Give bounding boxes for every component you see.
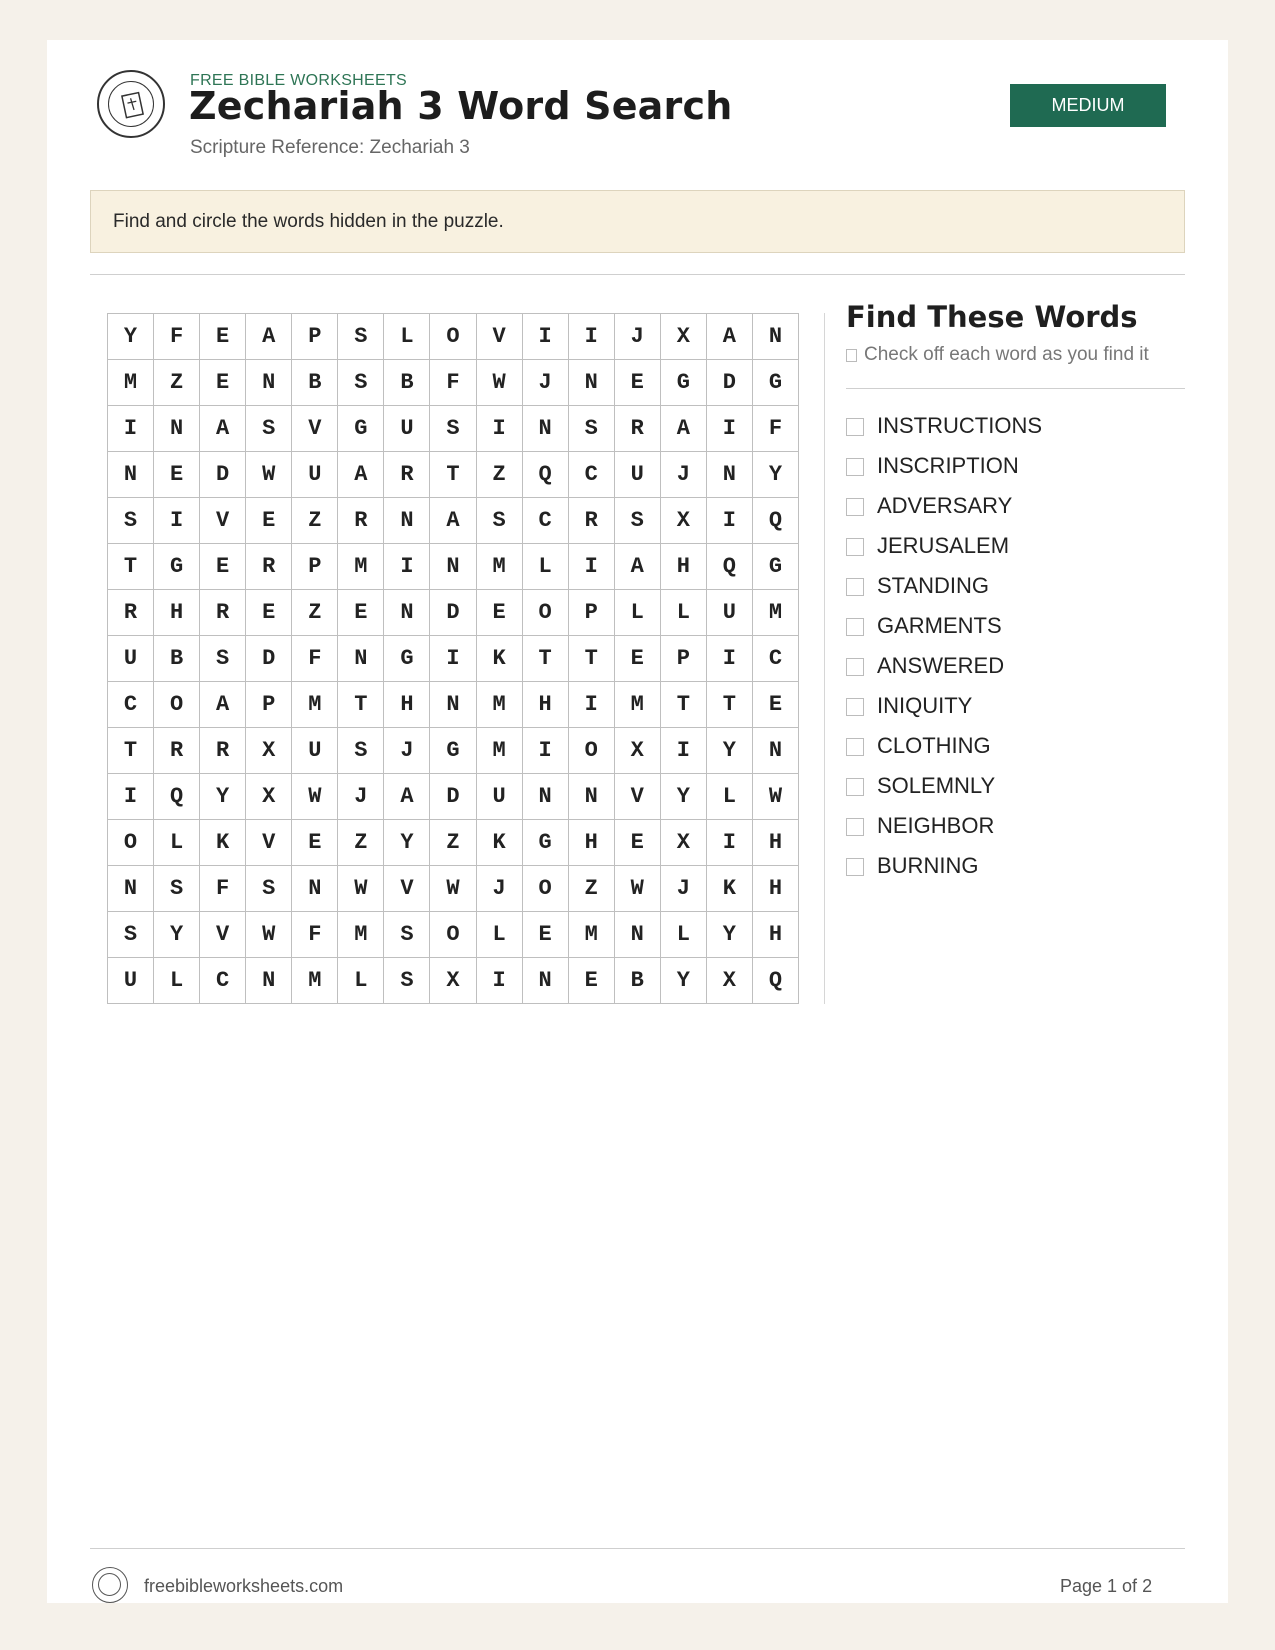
brand-label: FREE BIBLE WORKSHEETS — [190, 72, 408, 89]
grid-cell[interactable]: E — [246, 498, 292, 544]
word-checkbox[interactable] — [846, 738, 864, 756]
grid-cell[interactable]: S — [338, 360, 384, 406]
grid-cell[interactable]: K — [477, 820, 523, 866]
grid-cell[interactable]: H — [523, 682, 569, 728]
grid-cell[interactable]: N — [384, 590, 430, 636]
grid-cell[interactable]: J — [338, 774, 384, 820]
grid-cell[interactable]: M — [338, 544, 384, 590]
grid-cell[interactable]: X — [246, 728, 292, 774]
grid-cell[interactable]: O — [430, 314, 476, 360]
grid-cell[interactable]: A — [338, 452, 384, 498]
word-label: ADVERSARY — [877, 493, 1013, 518]
grid-cell[interactable]: W — [338, 866, 384, 912]
word-list-subtitle — [846, 344, 1149, 366]
word-list — [846, 413, 1042, 893]
word-label: GARMENTS — [877, 613, 1002, 638]
grid-cell[interactable]: E — [477, 590, 523, 636]
grid-cell[interactable]: Z — [292, 590, 338, 636]
grid-cell[interactable]: V — [200, 912, 246, 958]
grid-cell[interactable]: G — [384, 636, 430, 682]
grid-cell[interactable]: S — [615, 498, 661, 544]
word-list-item — [846, 533, 1042, 573]
grid-cell[interactable]: H — [569, 820, 615, 866]
grid-cell[interactable]: R — [154, 728, 200, 774]
grid-cell[interactable]: H — [753, 866, 799, 912]
grid-cell[interactable]: S — [246, 866, 292, 912]
grid-cell[interactable]: I — [477, 406, 523, 452]
grid-cell[interactable]: T — [707, 682, 753, 728]
grid-cell[interactable]: B — [615, 958, 661, 1004]
word-label: INIQUITY — [877, 693, 973, 718]
grid-cell[interactable]: F — [200, 866, 246, 912]
grid-cell[interactable]: E — [200, 544, 246, 590]
word-label: ANSWERED — [877, 653, 1005, 678]
grid-cell[interactable]: Y — [108, 314, 154, 360]
grid-cell[interactable]: Y — [661, 774, 707, 820]
grid-cell[interactable]: D — [430, 590, 476, 636]
grid-cell[interactable]: G — [753, 360, 799, 406]
grid-cell[interactable]: S — [108, 912, 154, 958]
difficulty-badge: MEDIUM — [1010, 84, 1166, 127]
grid-cell[interactable]: Y — [707, 728, 753, 774]
grid-cell[interactable]: I — [523, 314, 569, 360]
grid-cell[interactable]: P — [292, 314, 338, 360]
grid-cell[interactable]: S — [200, 636, 246, 682]
word-label: NEIGHBOR — [877, 813, 995, 838]
grid-cell[interactable]: X — [430, 958, 476, 1004]
grid-cell[interactable]: O — [430, 912, 476, 958]
grid-cell[interactable]: G — [523, 820, 569, 866]
word-list-item — [846, 813, 1042, 853]
grid-cell[interactable]: R — [615, 406, 661, 452]
grid-cell[interactable]: S — [108, 498, 154, 544]
grid-cell[interactable]: N — [384, 498, 430, 544]
grid-cell[interactable]: S — [338, 728, 384, 774]
word-checkbox[interactable] — [846, 498, 864, 516]
word-checkbox[interactable] — [846, 618, 864, 636]
grid-cell[interactable]: E — [523, 912, 569, 958]
grid-cell[interactable]: T — [523, 636, 569, 682]
grid-cell[interactable]: J — [615, 314, 661, 360]
grid-cell[interactable]: D — [200, 452, 246, 498]
grid-cell[interactable]: I — [661, 728, 707, 774]
grid-cell[interactable]: G — [753, 544, 799, 590]
grid-cell[interactable]: W — [477, 360, 523, 406]
grid-cell[interactable]: G — [430, 728, 476, 774]
grid-cell[interactable]: N — [707, 452, 753, 498]
grid-cell[interactable]: V — [384, 866, 430, 912]
grid-cell[interactable]: R — [569, 498, 615, 544]
grid-cell[interactable]: O — [569, 728, 615, 774]
grid-cell[interactable]: E — [338, 590, 384, 636]
grid-cell[interactable]: N — [430, 544, 476, 590]
page-number: Page 1 of 2 — [1060, 1576, 1153, 1596]
grid-cell[interactable]: N — [615, 912, 661, 958]
grid-cell[interactable]: N — [753, 728, 799, 774]
grid-cell[interactable]: A — [707, 314, 753, 360]
grid-cell[interactable]: D — [246, 636, 292, 682]
grid-cell[interactable]: P — [569, 590, 615, 636]
grid-cell[interactable]: U — [384, 406, 430, 452]
grid-cell[interactable]: C — [200, 958, 246, 1004]
grid-cell[interactable]: V — [615, 774, 661, 820]
grid-cell[interactable]: N — [523, 406, 569, 452]
grid-cell[interactable]: V — [477, 314, 523, 360]
grid-cell[interactable]: S — [154, 866, 200, 912]
word-list-item — [846, 653, 1042, 693]
grid-cell[interactable]: J — [384, 728, 430, 774]
grid-cell[interactable]: D — [707, 360, 753, 406]
word-label: STANDING — [877, 573, 990, 598]
grid-cell[interactable]: X — [661, 314, 707, 360]
grid-cell[interactable]: J — [661, 452, 707, 498]
word-label: CLOTHING — [877, 733, 991, 758]
grid-cell[interactable]: Q — [154, 774, 200, 820]
grid-cell[interactable]: L — [338, 958, 384, 1004]
grid-cell[interactable]: U — [707, 590, 753, 636]
grid-cell[interactable]: P — [292, 544, 338, 590]
word-label: INSCRIPTION — [877, 453, 1019, 478]
grid-cell[interactable]: O — [523, 590, 569, 636]
grid-cell[interactable]: W — [292, 774, 338, 820]
grid-cell[interactable]: O — [523, 866, 569, 912]
word-list-item — [846, 453, 1042, 493]
grid-cell[interactable]: F — [292, 912, 338, 958]
word-checkbox[interactable] — [846, 658, 864, 676]
grid-cell[interactable]: L — [707, 774, 753, 820]
word-list-item — [846, 493, 1042, 533]
footer-url: freebibleworksheets.com — [144, 1576, 344, 1596]
grid-cell[interactable]: R — [384, 452, 430, 498]
grid-cell[interactable]: A — [384, 774, 430, 820]
grid-cell[interactable]: L — [477, 912, 523, 958]
bible-icon — [99, 72, 167, 140]
grid-cell[interactable]: X — [661, 820, 707, 866]
word-checkbox[interactable] — [846, 818, 864, 836]
grid-cell[interactable]: W — [430, 866, 476, 912]
grid-cell[interactable]: O — [108, 820, 154, 866]
instructions-box — [90, 190, 1185, 253]
grid-cell[interactable]: X — [661, 498, 707, 544]
checkbox-icon — [846, 349, 857, 362]
grid-cell[interactable]: K — [200, 820, 246, 866]
grid-cell[interactable]: R — [246, 544, 292, 590]
grid-cell[interactable]: L — [661, 912, 707, 958]
grid-cell[interactable]: T — [338, 682, 384, 728]
word-list-item — [846, 573, 1042, 613]
word-list-title: Find These Words — [846, 300, 1138, 334]
grid-cell[interactable]: Q — [753, 498, 799, 544]
grid-cell[interactable]: H — [661, 544, 707, 590]
grid-cell[interactable]: E — [200, 314, 246, 360]
grid-cell[interactable]: A — [430, 498, 476, 544]
grid-cell[interactable]: N — [338, 636, 384, 682]
grid-cell[interactable]: X — [246, 774, 292, 820]
grid-cell[interactable]: T — [430, 452, 476, 498]
grid-cell[interactable]: K — [477, 636, 523, 682]
grid-cell[interactable]: Z — [569, 866, 615, 912]
vertical-divider — [824, 313, 825, 1004]
grid-cell[interactable]: H — [753, 912, 799, 958]
grid-cell[interactable]: N — [292, 866, 338, 912]
grid-cell[interactable]: L — [615, 590, 661, 636]
grid-cell[interactable]: I — [707, 820, 753, 866]
grid-cell[interactable]: V — [292, 406, 338, 452]
grid-cell[interactable]: S — [338, 314, 384, 360]
grid-cell[interactable]: L — [384, 314, 430, 360]
grid-cell[interactable]: S — [477, 498, 523, 544]
grid-cell[interactable]: T — [108, 544, 154, 590]
grid-cell[interactable]: Q — [523, 452, 569, 498]
grid-cell[interactable]: W — [615, 866, 661, 912]
grid-cell[interactable]: Y — [707, 912, 753, 958]
word-checkbox[interactable] — [846, 578, 864, 596]
grid-cell[interactable]: I — [569, 314, 615, 360]
grid-cell[interactable]: E — [246, 590, 292, 636]
grid-cell[interactable]: G — [338, 406, 384, 452]
grid-cell[interactable]: B — [384, 360, 430, 406]
word-list-item — [846, 613, 1042, 653]
grid-cell[interactable]: S — [384, 958, 430, 1004]
grid-cell[interactable]: I — [430, 636, 476, 682]
grid-cell[interactable]: U — [292, 452, 338, 498]
grid-cell[interactable]: I — [569, 682, 615, 728]
grid-cell[interactable]: B — [154, 636, 200, 682]
grid-cell[interactable]: M — [477, 728, 523, 774]
grid-cell[interactable]: J — [661, 866, 707, 912]
grid-cell[interactable]: Z — [154, 360, 200, 406]
grid-cell[interactable]: M — [477, 682, 523, 728]
footer-logo — [92, 1567, 128, 1603]
grid-cell[interactable]: E — [615, 636, 661, 682]
word-checkbox[interactable] — [846, 538, 864, 556]
word-checkbox[interactable] — [846, 698, 864, 716]
grid-cell[interactable]: M — [569, 912, 615, 958]
grid-cell[interactable]: A — [200, 682, 246, 728]
word-search-grid — [107, 313, 799, 1004]
word-list-item — [846, 853, 1042, 893]
word-list-item — [846, 733, 1042, 773]
word-list-item — [846, 773, 1042, 813]
grid-cell[interactable]: P — [246, 682, 292, 728]
grid-cell[interactable]: N — [753, 314, 799, 360]
grid-cell[interactable]: F — [430, 360, 476, 406]
grid-cell[interactable]: L — [661, 590, 707, 636]
grid-cell[interactable]: N — [569, 774, 615, 820]
grid-cell[interactable]: C — [523, 498, 569, 544]
grid-cell[interactable]: A — [200, 406, 246, 452]
grid-cell[interactable]: T — [108, 728, 154, 774]
grid-cell[interactable]: U — [108, 958, 154, 1004]
grid-cell[interactable]: M — [292, 958, 338, 1004]
grid-cell[interactable]: T — [661, 682, 707, 728]
grid-cell[interactable]: X — [615, 728, 661, 774]
grid-cell[interactable]: M — [477, 544, 523, 590]
grid-cell[interactable]: R — [108, 590, 154, 636]
grid-cell[interactable]: A — [246, 314, 292, 360]
word-checkbox[interactable] — [846, 458, 864, 476]
worksheet-page — [47, 40, 1228, 1603]
grid-cell[interactable]: N — [246, 958, 292, 1004]
grid-cell[interactable]: Z — [477, 452, 523, 498]
word-checkbox[interactable] — [846, 858, 864, 876]
grid-cell[interactable]: U — [615, 452, 661, 498]
grid-cell[interactable]: V — [200, 498, 246, 544]
grid-cell[interactable]: Q — [753, 958, 799, 1004]
page-title: Zechariah 3 Word Search — [189, 84, 733, 128]
grid-cell[interactable]: I — [384, 544, 430, 590]
word-list-item — [846, 693, 1042, 733]
word-checkbox[interactable] — [846, 778, 864, 796]
word-checkbox[interactable] — [846, 418, 864, 436]
grid-cell[interactable]: N — [523, 958, 569, 1004]
grid-cell[interactable]: N — [246, 360, 292, 406]
grid-cell[interactable]: F — [753, 406, 799, 452]
grid-cell[interactable]: R — [338, 498, 384, 544]
logo — [97, 70, 165, 138]
grid-cell[interactable]: Z — [338, 820, 384, 866]
grid-cell[interactable]: F — [292, 636, 338, 682]
scripture-reference: Scripture Reference: Zechariah 3 — [190, 137, 470, 158]
grid-cell[interactable]: N — [430, 682, 476, 728]
grid-cell[interactable]: K — [707, 866, 753, 912]
grid-cell[interactable]: E — [200, 360, 246, 406]
grid-cell[interactable]: I — [707, 498, 753, 544]
grid-cell[interactable]: W — [246, 912, 292, 958]
grid-cell[interactable]: C — [753, 636, 799, 682]
word-label: INSTRUCTIONS — [877, 413, 1042, 438]
grid-cell[interactable]: R — [200, 590, 246, 636]
grid-cell[interactable]: E — [615, 360, 661, 406]
grid-cell[interactable]: Z — [292, 498, 338, 544]
word-list-subtitle-text: Check off each word as you find it — [864, 344, 1149, 365]
grid-cell[interactable]: I — [523, 728, 569, 774]
grid-cell[interactable]: W — [753, 774, 799, 820]
grid-cell[interactable]: F — [154, 314, 200, 360]
grid-cell[interactable]: Y — [200, 774, 246, 820]
grid-cell[interactable]: R — [200, 728, 246, 774]
grid-cell[interactable]: M — [108, 360, 154, 406]
grid-cell[interactable]: G — [661, 360, 707, 406]
grid-cell[interactable]: S — [569, 406, 615, 452]
grid-cell[interactable]: M — [292, 682, 338, 728]
grid-cell[interactable]: J — [523, 360, 569, 406]
grid-cell[interactable]: N — [108, 866, 154, 912]
footer-logo-inner-ring — [98, 1573, 121, 1596]
grid-cell[interactable]: I — [108, 406, 154, 452]
grid-cell[interactable]: E — [292, 820, 338, 866]
grid-cell[interactable]: I — [154, 498, 200, 544]
grid-cell[interactable]: Y — [661, 958, 707, 1004]
grid-cell[interactable]: W — [246, 452, 292, 498]
word-list-item — [846, 413, 1042, 453]
grid-cell[interactable]: T — [569, 636, 615, 682]
grid-cell[interactable]: I — [569, 544, 615, 590]
grid-cell[interactable]: N — [569, 360, 615, 406]
grid-cell[interactable]: E — [569, 958, 615, 1004]
grid-cell[interactable]: E — [753, 682, 799, 728]
grid-cell[interactable]: X — [707, 958, 753, 1004]
grid-cell[interactable]: H — [384, 682, 430, 728]
divider — [90, 274, 1185, 275]
grid-cell[interactable]: E — [615, 820, 661, 866]
instructions-text: Find and circle the words hidden in the puzzle. — [113, 210, 504, 232]
grid-cell[interactable]: I — [707, 636, 753, 682]
grid-cell[interactable]: O — [154, 682, 200, 728]
grid-cell[interactable]: E — [154, 452, 200, 498]
grid-cell[interactable]: V — [246, 820, 292, 866]
divider — [846, 388, 1185, 389]
grid-cell[interactable]: B — [292, 360, 338, 406]
word-label: SOLEMNLY — [877, 773, 996, 798]
grid-cell[interactable]: C — [569, 452, 615, 498]
grid-cell[interactable]: I — [707, 406, 753, 452]
grid-cell[interactable]: Z — [430, 820, 476, 866]
grid-cell[interactable]: U — [477, 774, 523, 820]
grid-cell[interactable]: H — [753, 820, 799, 866]
grid-cell[interactable]: G — [154, 544, 200, 590]
grid-cell[interactable]: D — [430, 774, 476, 820]
grid-cell[interactable]: A — [661, 406, 707, 452]
grid-cell[interactable]: I — [108, 774, 154, 820]
grid-cell[interactable]: S — [246, 406, 292, 452]
grid-cell[interactable]: J — [477, 866, 523, 912]
grid-cell[interactable]: L — [154, 820, 200, 866]
grid-cell[interactable]: I — [477, 958, 523, 1004]
grid-cell[interactable]: M — [753, 590, 799, 636]
grid-cell[interactable]: N — [154, 406, 200, 452]
grid-cell[interactable]: S — [384, 912, 430, 958]
grid-cell[interactable]: Y — [753, 452, 799, 498]
grid-cell[interactable]: U — [292, 728, 338, 774]
grid-cell[interactable]: H — [154, 590, 200, 636]
grid-cell[interactable]: Q — [707, 544, 753, 590]
grid-cell[interactable]: Y — [154, 912, 200, 958]
grid-cell[interactable]: S — [430, 406, 476, 452]
grid-cell[interactable]: M — [338, 912, 384, 958]
footer-divider — [90, 1548, 1185, 1549]
grid-cell[interactable]: L — [523, 544, 569, 590]
grid-cell[interactable]: N — [523, 774, 569, 820]
grid-cell[interactable]: C — [108, 682, 154, 728]
grid-cell[interactable]: P — [661, 636, 707, 682]
word-label: BURNING — [877, 853, 979, 878]
grid-cell[interactable]: L — [154, 958, 200, 1004]
grid-cell[interactable]: A — [615, 544, 661, 590]
grid-cell[interactable]: N — [108, 452, 154, 498]
grid-cell[interactable]: Y — [384, 820, 430, 866]
grid-cell[interactable]: M — [615, 682, 661, 728]
word-label: JERUSALEM — [877, 533, 1010, 558]
grid-cell[interactable]: U — [108, 636, 154, 682]
